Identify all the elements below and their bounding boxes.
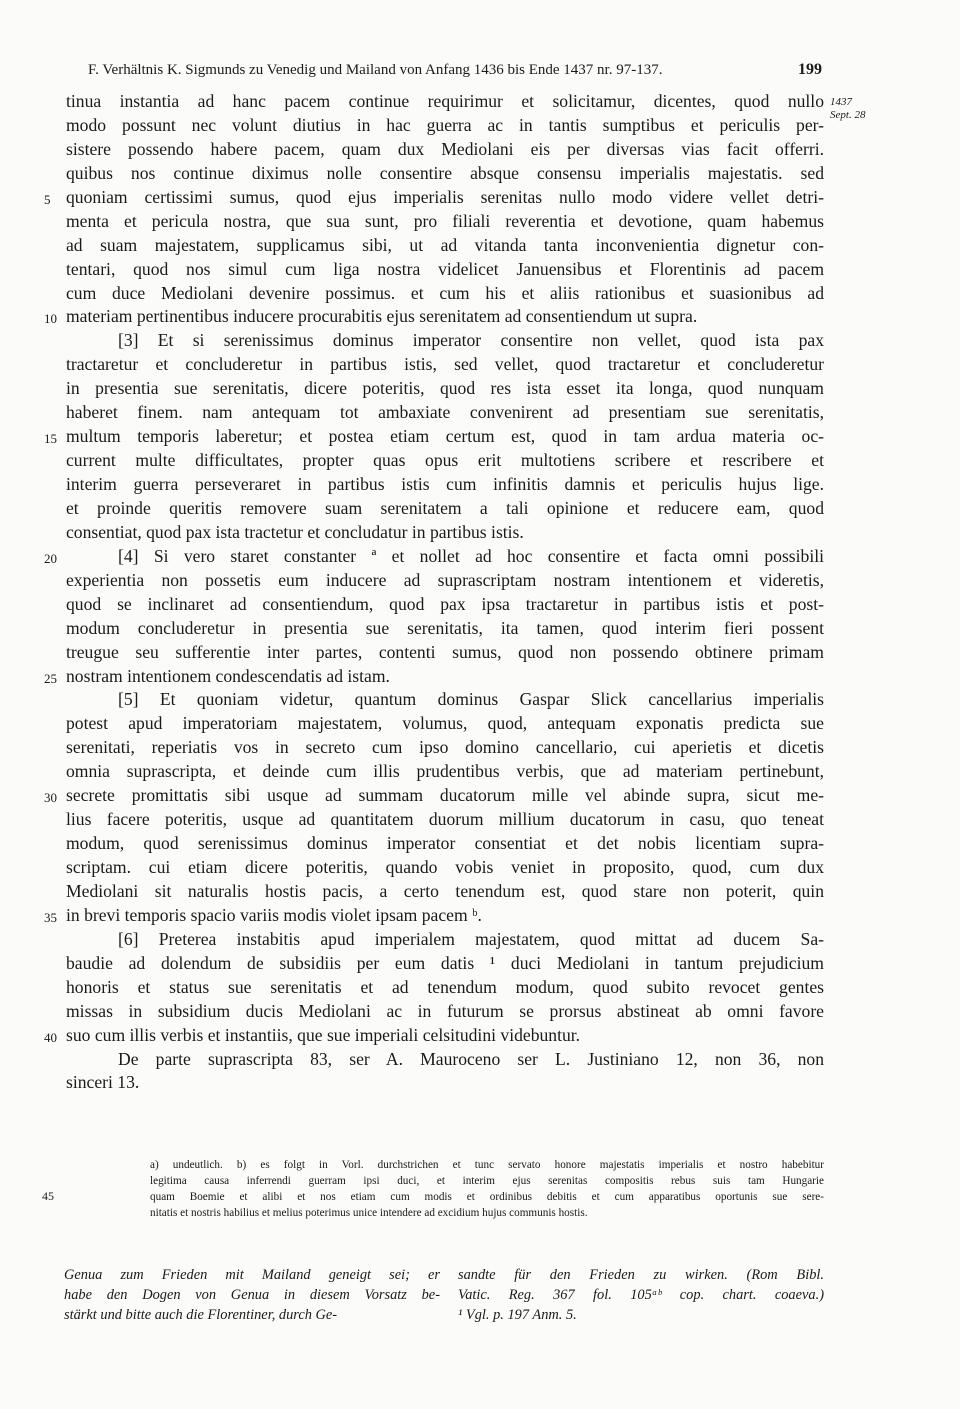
text-line [66, 569, 824, 593]
line-text: modum concluderetur in presentia sue serenitatis, ita tamen, quod interim fieri possent [66, 617, 824, 638]
text-line [66, 593, 824, 617]
summary-right-column [458, 1265, 824, 1325]
line-number: 25 [44, 670, 57, 686]
text-line [66, 1048, 824, 1072]
line-text: current multe difficultates, propter quas opus erit multotiens scribere et rescribere et [66, 450, 824, 471]
text-line [66, 282, 824, 306]
line-text: haberet finem. nam antequam tot ambaxiate convenirent ad presentiam sue serenitatis, [66, 402, 824, 423]
line-text: et proinde queritis removere suam serenitatem a tali opinione et reducere eam, quod [66, 497, 824, 518]
line-text: consentiat, quod pax ista tractetur et concludatur in partibus istis. [66, 521, 524, 542]
text-line [66, 449, 824, 473]
text-line [66, 1000, 824, 1024]
text-line [44, 305, 824, 329]
line-text: quibus nos continue diximus nolle consentire absque consensu imperialis majestatis. sed [66, 162, 824, 183]
line-text: in brevi temporis spacio variis modis violet ipsam pacem ᵇ. [66, 904, 482, 925]
line-text: experientia non possetis eum inducere ad suprascriptam nostram intentionem et videretis, [66, 569, 824, 590]
text-line [44, 425, 824, 449]
footnote-line: nitatis et nostris habilius et melius poterimus unice intendere ad excidium hujus communis hostis. [150, 1207, 588, 1219]
line-text: interim guerra perseveraret in partibus istis cum infinitis damnis et periculis hujus lige. [66, 474, 824, 494]
text-line [44, 545, 824, 569]
text-line [66, 952, 824, 976]
line-text: quod se inclinaret ad consentiendum, quod pax ipsa tractaretur in partibus istis et post- [66, 593, 824, 614]
footnote-line: quam Boemie et alibi et nos etiam cum modis et ordinibus debitis et cum apparatibus oportunis sue sere- [150, 1191, 824, 1203]
text-line [66, 760, 824, 784]
line-text: cum duce Mediolani devenire possimus. et cum his et aliis rationibus et suasionibus ad [66, 282, 824, 303]
text-line [66, 928, 824, 952]
text-line [66, 736, 824, 760]
text-line [66, 1071, 824, 1095]
line-number: 30 [44, 790, 57, 806]
running-header [88, 60, 822, 80]
line-number: 40 [44, 1029, 57, 1045]
text-line [66, 712, 824, 736]
line-text: missas in subsidium ducis Mediolani ac in futurum se prorsus abstineat ab omni favore [66, 1000, 824, 1021]
line-text: modum, quod serenissimus dominus imperator consentiat et det nobis licentiam supra- [66, 833, 824, 854]
margin-date [830, 96, 890, 122]
text-line [66, 353, 824, 377]
line-text: tinua instantia ad hanc pacem continue requirimur et solicitamur, dicentes, quod nullo [66, 91, 824, 111]
line-number: 20 [44, 550, 57, 566]
text-line [44, 784, 824, 808]
text-line [66, 401, 824, 425]
line-text: suo cum illis verbis et instantiis, que sue imperiali celsitudini videbuntur. [66, 1024, 581, 1045]
text-line [66, 976, 824, 1000]
text-line [66, 521, 824, 545]
text-line [66, 162, 824, 186]
text-line [44, 665, 824, 689]
text-line [66, 641, 824, 665]
summary-left-column [64, 1265, 440, 1325]
line-text: tractaretur et concluderetur in partibus istis, sed vellet, quod tractaretur et concluderetur [66, 354, 824, 375]
line-text: menta et pericula nostra, que sua sunt, pro filiali reverentia et devotione, quam habemus [66, 210, 824, 231]
line-text: serenitati, reperiatis vos in secreto cum ipso domino cancellario, cui aperietis et dicetis [66, 737, 824, 758]
summary-line: ¹ Vgl. p. 197 Anm. 5. [458, 1307, 577, 1323]
footnote-line: a) undeutlich. b) es folgt in Vorl. durchstrichen et tunc servato honore majestatis imperialis et nostro habebitur [150, 1159, 824, 1171]
summary-line: Genua zum Frieden mit Mailand geneigt sei; er [64, 1267, 440, 1283]
text-line [44, 186, 824, 210]
line-text: nostram intentionem condescendatis ad istam. [66, 665, 390, 686]
line-text: multum temporis laberetur; et postea etiam certum est, quod in tam ardua materia oc- [66, 426, 824, 447]
line-text: treugue seu sufferentie inter partes, contenti sumus, quod non possendo obtinere primam [66, 641, 824, 662]
line-text: Mediolani sit naturalis hostis pacis, a certo tenendum est, quod stare non poterit, quin [66, 880, 824, 901]
text-line [66, 329, 824, 353]
line-text: sistere possendo habere pacem, quam dux Mediolani eis per diversas vias facit offerri. [66, 138, 824, 159]
line-text: in presentia sue serenitatis, dicere poteritis, quod res ista esset ita longa, quod nunquam [66, 378, 824, 399]
body-text [44, 90, 824, 1095]
line-text: [4] Si vero staret constanter ª et nollet ad hoc consentire et facta omni possibili [118, 545, 824, 566]
header-title: F. Verhältnis K. Sigmunds zu Venedig und Mailand von Anfang 1436 bis Ende 1437 nr. 97-137. [88, 62, 663, 78]
line-number: 35 [44, 909, 57, 925]
summary-line: Vatic. Reg. 367 fol. 105ᵃᵇ cop. chart. coaeva.) [458, 1287, 824, 1303]
text-line [66, 880, 824, 904]
line-text: [6] Preterea instabitis apud imperialem majestatem, quod mittat ad ducem Sa- [118, 928, 824, 949]
text-line [66, 808, 824, 832]
line-text: quoniam certissimi sumus, quod ejus imperialis serenitas nullo modo videre vellet detri- [66, 186, 824, 207]
line-text: tentari, quod nos simul cum liga nostra videlicet Januensibus et Florentinis ad pacem [66, 258, 824, 279]
text-line [66, 90, 824, 114]
text-line [66, 688, 824, 712]
margin-day: Sept. 28 [830, 109, 866, 121]
text-line [66, 473, 824, 497]
line-text: baudie ad dolendum de subsidiis per eum datis ¹ duci Mediolani in tantum prejudicium [66, 952, 824, 973]
line-text: sinceri 13. [66, 1072, 140, 1093]
text-line [66, 832, 824, 856]
line-text: potest apud imperatoriam majestatem, volumus, quod, antequam exponatis predicta sue [66, 713, 824, 734]
text-line [66, 258, 824, 282]
line-text: De parte suprascripta 83, ser A. Mauroceno ser L. Justiniano 12, non 36, non [118, 1048, 824, 1069]
text-line [66, 138, 824, 162]
text-line [66, 377, 824, 401]
text-line [44, 904, 824, 928]
line-text: [5] Et quoniam videtur, quantum dominus Gaspar Slick cancellarius imperialis [118, 689, 824, 710]
line-text: omnia suprascripta, et deinde cum illis prudentibus verbis, que ad materiam pertinebunt, [66, 761, 824, 782]
line-text: [3] Et si serenissimus dominus imperator consentire non vellet, quod ista pax [118, 330, 824, 351]
text-line [66, 497, 824, 521]
summary-line: stärkt und bitte auch die Florentiner, durch Ge- [64, 1307, 338, 1323]
text-line [44, 1024, 824, 1048]
text-line [66, 617, 824, 641]
line-number: 15 [44, 431, 57, 447]
page-number: 199 [798, 61, 822, 78]
line-text: honoris et status sue serenitatis et ad tenendum modum, quod subito revocet gentes [66, 976, 824, 997]
line-text: modo possunt nec volunt diutius in hac guerra ac in tantis sumptibus et periculis per- [66, 114, 824, 135]
line-number: 10 [44, 311, 57, 327]
line-text: scriptam. cui etiam dicere poteritis, quando vobis veniet in proposito, quod, cum dux [66, 857, 824, 877]
line-text: secrete promittatis sibi usque ad summam ducatorum mille vel abinde supra, sicut me- [66, 785, 824, 806]
text-line [66, 234, 824, 258]
line-text: lius facere poteritis, usque ad quantitatem duorum millium ducatorum in casu, quo teneat [66, 809, 824, 830]
footnotes [42, 1157, 824, 1221]
summary-line: habe den Dogen von Genua in diesem Vorsatz be- [64, 1287, 440, 1303]
text-line [66, 210, 824, 234]
line-text: materiam pertinentibus inducere procurabitis ejus serenitatem ad consentiendum ut supra. [66, 306, 698, 327]
line-text: ad suam majestatem, supplicamus sibi, ut ad vitanda tanta inconvenientia dignetur con- [66, 234, 824, 255]
footnote-line: legitima causa inferrendi guerram ipsi duci, et interim ejus serenitas compositis rebus suis tam Hungarie [150, 1175, 824, 1187]
line-number: 5 [44, 191, 51, 207]
summary-line: sandte für den Frieden zu wirken. (Rom Bibl. [458, 1267, 824, 1283]
footnote-line-number: 45 [42, 1189, 54, 1203]
text-line [66, 114, 824, 138]
text-line [66, 856, 824, 880]
margin-year: 1437 [830, 96, 852, 108]
